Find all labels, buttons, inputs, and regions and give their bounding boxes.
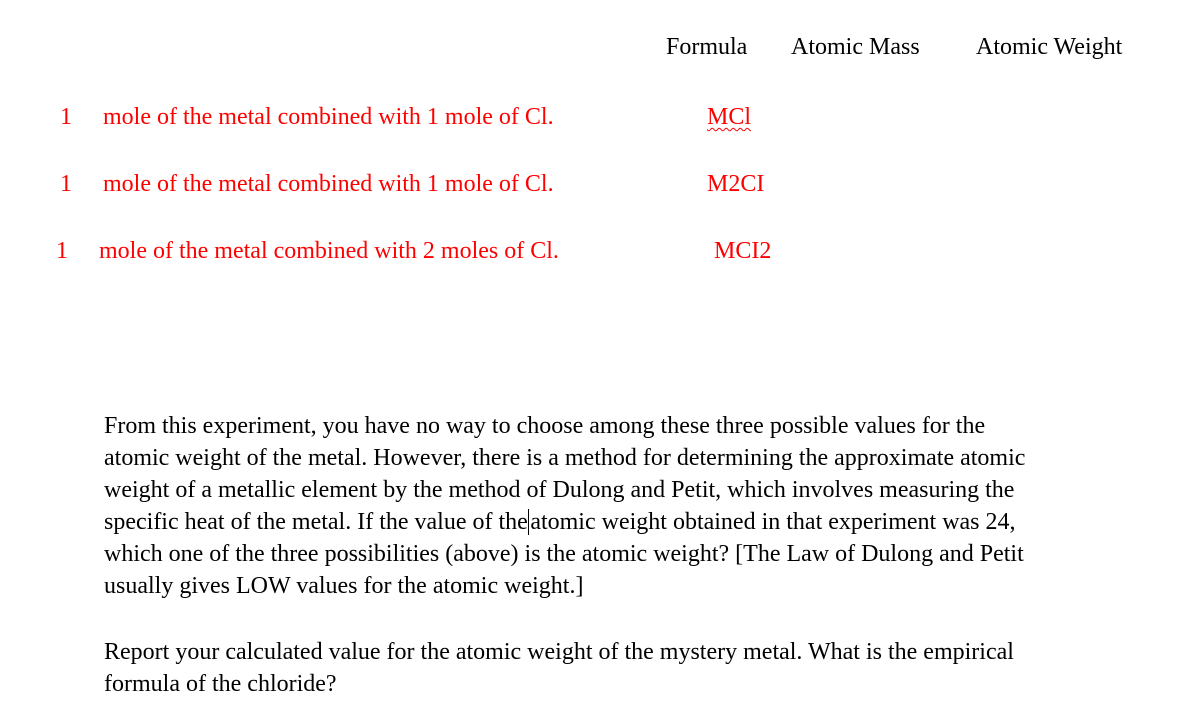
mole-count: 1: [56, 238, 68, 264]
formula-cell: MCI2: [714, 238, 772, 264]
column-header-formula: Formula: [666, 34, 748, 60]
mole-count: 1: [60, 171, 72, 197]
paragraph-line: atomic weight of the metal. However, there is a method for determining the approximate atomic: [104, 445, 1026, 471]
column-header-atomic-mass: Atomic Mass: [791, 34, 920, 60]
report-paragraph[interactable]: [104, 636, 1014, 700]
question-paragraph[interactable]: [104, 410, 1025, 602]
paragraph-line: Report your calculated value for the atomic weight of the mystery metal. What is the empirical: [104, 639, 1014, 665]
line-text-before-caret: specific heat of the metal. If the value of the: [104, 509, 528, 535]
paragraph-line: weight of a metallic element by the method of Dulong and Petit, which involves measuring the: [104, 477, 1015, 503]
paragraph-line: From this experiment, you have no way to choose among these three possible values for the: [104, 413, 986, 439]
mole-count: 1: [60, 104, 72, 130]
formula-cell: M2CI: [707, 171, 765, 197]
row-description: mole of the metal combined with 1 mole of Cl.: [103, 171, 554, 197]
row-description: mole of the metal combined with 2 moles of Cl.: [99, 238, 559, 264]
paragraph-line: formula of the chloride?: [104, 671, 337, 697]
row-description: mole of the metal combined with 1 mole of Cl.: [103, 104, 554, 130]
line-text-after-caret: atomic weight obtained in that experiment was 24,: [530, 509, 1016, 535]
paragraph-line: usually gives LOW values for the atomic weight.]: [104, 573, 584, 599]
column-header-atomic-weight: Atomic Weight: [976, 34, 1123, 60]
paragraph-line: which one of the three possibilities (above) is the atomic weight? [The Law of Dulong and Petit: [104, 541, 1024, 567]
formula-cell: MCl: [707, 104, 752, 130]
paragraph-line: [104, 506, 1025, 538]
